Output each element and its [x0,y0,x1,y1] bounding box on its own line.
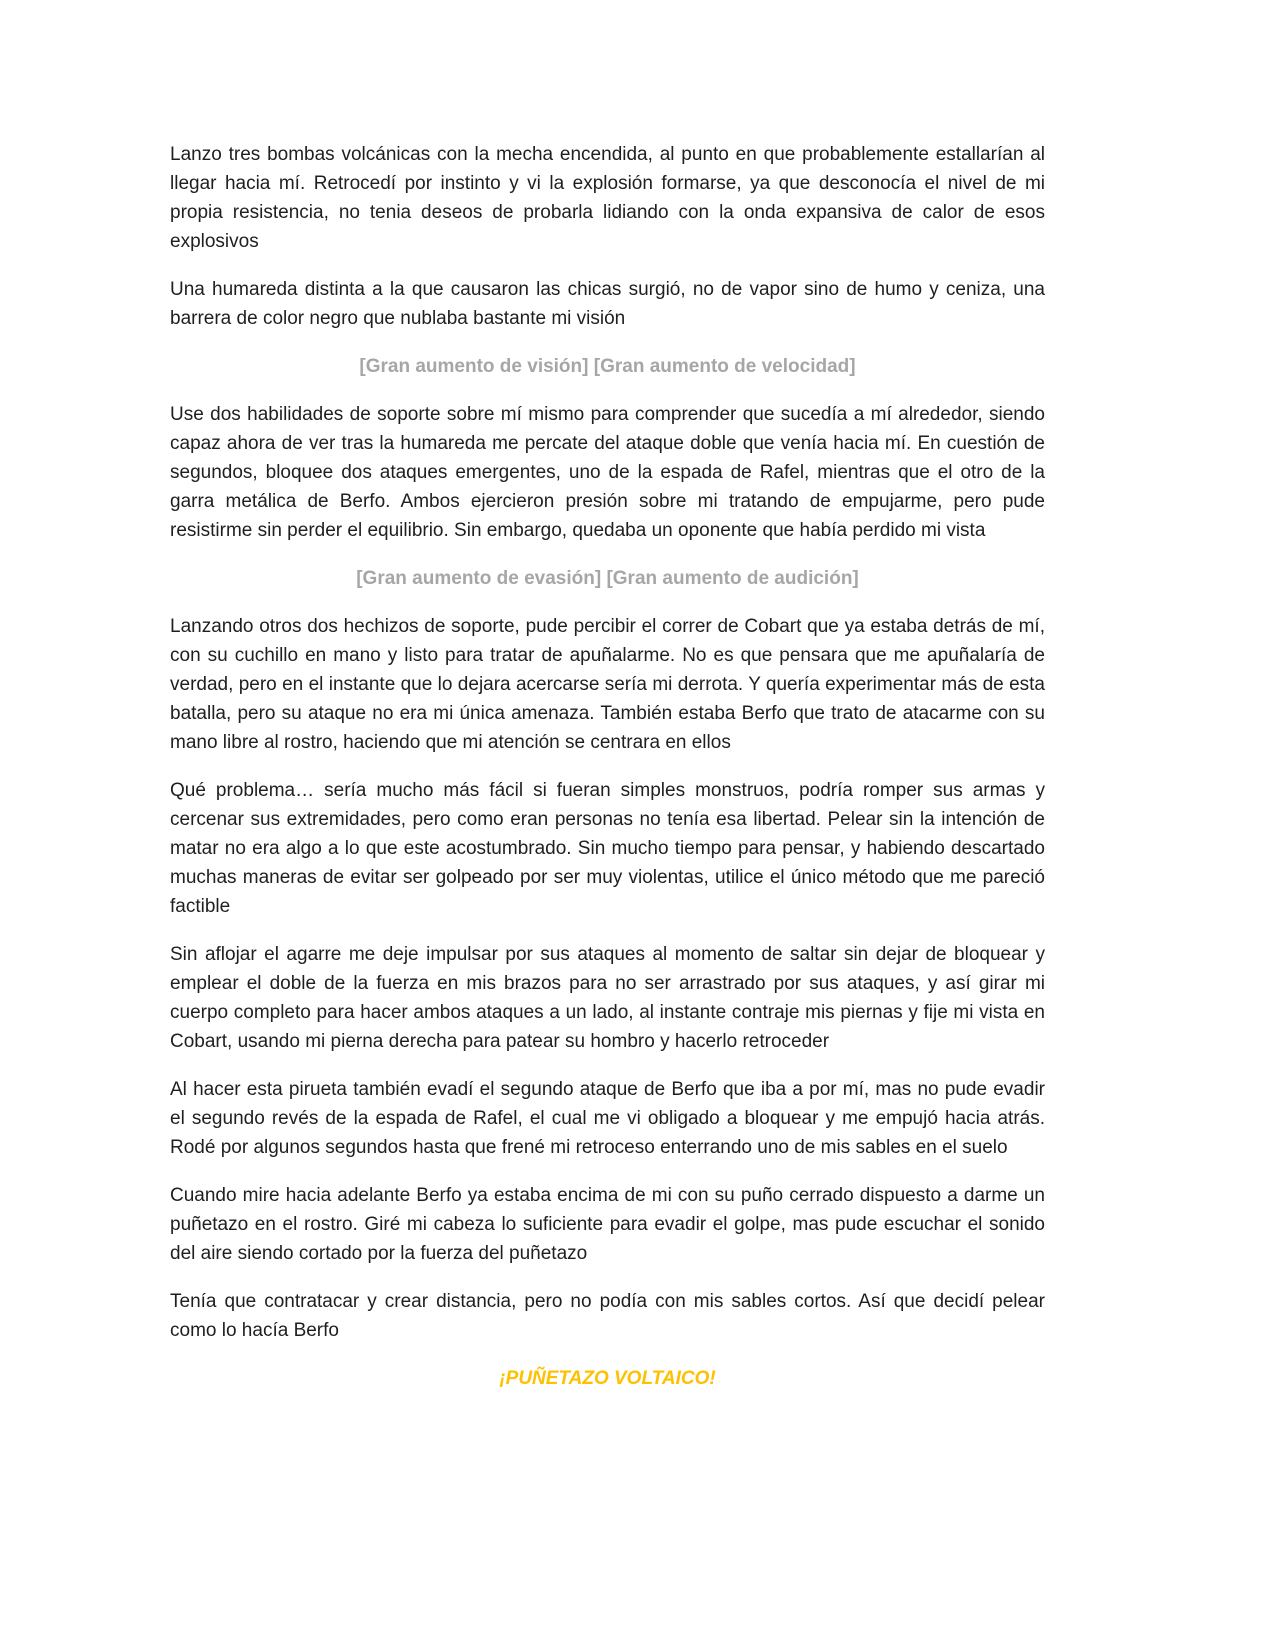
paragraph-cobart: Lanzando otros dos hechizos de soporte, pude percibir el correr de Cobart que ya estaba detrás de mí, con su cuchillo en mano y listo para tratar de apuñalarme. No es que pensara que me apuñalaría de verdad, pero en el instante que lo dejara acercarse sería mi derrota. Y quería experimentar más de esta batalla, pero su ataque no era mi única amenaza. También estaba Berfo que trato de atacarme con su mano libre al rostro, haciendo que mi atención se centrara en ellos [170,616,1045,753]
paragraph-support-skills: Use dos habilidades de soporte sobre mí mismo para comprender que sucedía a mí alrededor, siendo capaz ahora de ver tras la humareda me percate del ataque doble que venía hacia mí. En cuestión de segundos, bloquee dos ataques emergentes, uno de la espada de Rafel, mientras que el otro de la garra metálica de Berfo. Ambos ejercieron presión sobre mi tratando de empujarme, pero pude resistirme sin perder el equilibrio. Sin embargo, quedaba un oponente que había perdido mi vista [170,404,1045,541]
skill-announcement-vision-speed: [Gran aumento de visión] [Gran aumento de velocidad] [359,356,856,377]
paragraph-evasion: Al hacer esta pirueta también evadí el segundo ataque de Berfo que iba a por mí, mas no pude evadir el segundo revés de la espada de Rafel, el cual me vi obligado a bloquear y me empujó hacia atrás. Rodé por algunos segundos hasta que frené mi retroceso enterrando uno de mis sables en el suelo [170,1079,1045,1158]
document-body [170,140,1045,1393]
paragraph-problem: Qué problema… sería mucho más fácil si fueran simples monstruos, podría romper sus armas y cercenar sus extremidades, pero como eran personas no tenía esa libertad. Pelear sin la intención de matar no era algo a lo que este acostumbrado. Sin mucho tiempo para pensar, y habiendo descartado muchas maneras de evitar ser golpeado por ser muy violentas, utilice el único método que me pareció factible [170,780,1045,917]
attack-shout: ¡PUÑETAZO VOLTAICO! [499,1368,716,1389]
paragraph-smoke: Una humareda distinta a la que causaron las chicas surgió, no de vapor sino de humo y ceniza, una barrera de color negro que nublaba bastante mi visión [170,279,1045,329]
paragraph-pirouette: Sin aflojar el agarre me deje impulsar por sus ataques al momento de saltar sin dejar de bloquear y emplear el doble de la fuerza en mis brazos para no ser arrastrado por sus ataques, y así girar mi cuerpo completo para hacer ambos ataques a un lado, al instante contraje mis piernas y fije mi vista en Cobart, usando mi pierna derecha para patear su hombro y hacerlo retroceder [170,944,1045,1052]
paragraph-punch-dodge: Cuando mire hacia adelante Berfo ya estaba encima de mi con su puño cerrado dispuesto a darme un puñetazo en el rostro. Giré mi cabeza lo suficiente para evadir el golpe, mas pude escuchar el sonido del aire siendo cortado por la fuerza del puñetazo [170,1185,1045,1264]
paragraph-bombs: Lanzo tres bombas volcánicas con la mecha encendida, al punto en que probablemente estallarían al llegar hacia mí. Retrocedí por instinto y vi la explosión formarse, ya que desconocía el nivel de mi propia resistencia, no tenia deseos de probarla lidiando con la onda expansiva de calor de esos explosivos [170,144,1045,252]
paragraph-counterattack: Tenía que contratacar y crear distancia, pero no podía con mis sables cortos. Así que decidí pelear como lo hacía Berfo [170,1291,1045,1341]
skill-announcement-evasion-hearing: [Gran aumento de evasión] [Gran aumento de audición] [356,568,859,589]
